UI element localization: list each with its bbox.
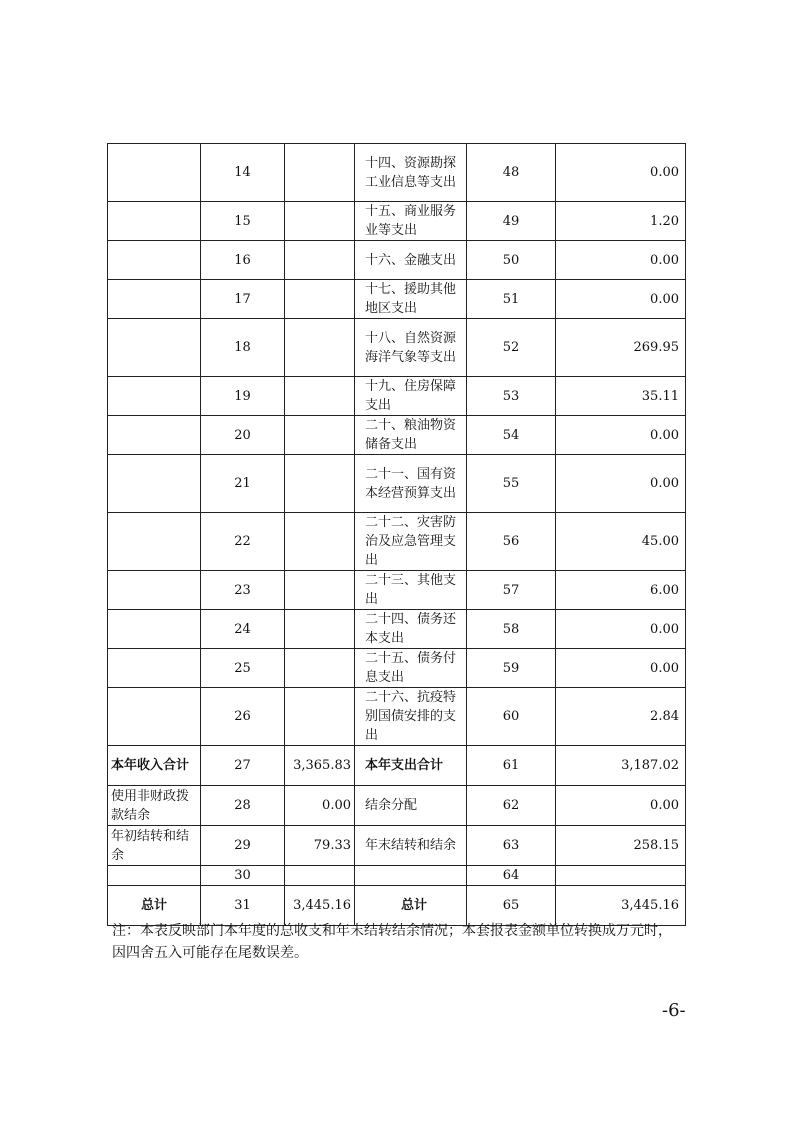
cell-c2: 17 (201, 280, 285, 319)
cell-c4: 二十一、国有资本经营预算支出 (355, 455, 467, 513)
table-row (108, 319, 686, 377)
cell-c4: 年末结转和结余 (355, 826, 467, 866)
cell-c3 (285, 202, 355, 241)
cell-c6: 258.15 (556, 826, 686, 866)
cell-c5: 55 (467, 455, 556, 513)
cell-c4: 二十、粮油物资储备支出 (355, 416, 467, 455)
cell-c2: 18 (201, 319, 285, 377)
cell-c6: 0.00 (556, 280, 686, 319)
table-row (108, 241, 686, 280)
cell-c1 (108, 377, 201, 416)
table-row (108, 571, 686, 610)
cell-c3 (285, 280, 355, 319)
cell-c6: 3,445.16 (556, 886, 686, 926)
cell-c3 (285, 241, 355, 280)
cell-c5: 58 (467, 610, 556, 649)
cell-c5: 52 (467, 319, 556, 377)
table-row (108, 866, 686, 886)
cell-c3 (285, 377, 355, 416)
cell-c3 (285, 688, 355, 746)
cell-c5: 56 (467, 513, 556, 571)
table-row (108, 688, 686, 746)
cell-c6: 35.11 (556, 377, 686, 416)
cell-c6: 0.00 (556, 610, 686, 649)
cell-c4: 结余分配 (355, 786, 467, 826)
cell-c1: 年初结转和结余 (108, 826, 201, 866)
cell-c4 (355, 866, 467, 886)
cell-c5: 64 (467, 866, 556, 886)
cell-c1: 本年收入合计 (108, 746, 201, 786)
cell-c1 (108, 280, 201, 319)
cell-c1: 总计 (108, 886, 201, 926)
cell-c2: 20 (201, 416, 285, 455)
cell-c1 (108, 866, 201, 886)
cell-c2: 21 (201, 455, 285, 513)
cell-c4: 十四、资源勘探工业信息等支出 (355, 144, 467, 202)
cell-c1 (108, 319, 201, 377)
cell-c3 (285, 455, 355, 513)
cell-c5: 50 (467, 241, 556, 280)
cell-c4: 二十五、债务付息支出 (355, 649, 467, 688)
budget-table (107, 143, 686, 926)
table-row (108, 377, 686, 416)
cell-c4: 二十二、灾害防治及应急管理支出 (355, 513, 467, 571)
cell-c5: 54 (467, 416, 556, 455)
cell-c6: 3,187.02 (556, 746, 686, 786)
cell-c3: 79.33 (285, 826, 355, 866)
cell-c3 (285, 571, 355, 610)
cell-c2: 29 (201, 826, 285, 866)
cell-c1 (108, 202, 201, 241)
cell-c2: 16 (201, 241, 285, 280)
cell-c5: 61 (467, 746, 556, 786)
table-row (108, 610, 686, 649)
cell-c4: 十六、金融支出 (355, 241, 467, 280)
cell-c4: 十九、住房保障支出 (355, 377, 467, 416)
cell-c2: 23 (201, 571, 285, 610)
budget-table-body (108, 144, 686, 926)
cell-c6: 6.00 (556, 571, 686, 610)
cell-c3 (285, 416, 355, 455)
cell-c1 (108, 513, 201, 571)
cell-c5: 48 (467, 144, 556, 202)
cell-c5: 59 (467, 649, 556, 688)
cell-c6: 0.00 (556, 416, 686, 455)
cell-c2: 22 (201, 513, 285, 571)
cell-c4: 二十六、抗疫特别国债安排的支出 (355, 688, 467, 746)
cell-c3 (285, 610, 355, 649)
cell-c2: 31 (201, 886, 285, 926)
cell-c1 (108, 416, 201, 455)
table-row (108, 786, 686, 826)
table-row (108, 202, 686, 241)
table-row (108, 746, 686, 786)
cell-c1 (108, 688, 201, 746)
cell-c1 (108, 649, 201, 688)
table-note: 注：本表反映部门本年度的总收支和年末结转结余情况；本套报表金额单位转换成万元时，因四舍五入可能存在尾数误差。 (112, 923, 672, 961)
cell-c4: 十八、自然资源海洋气象等支出 (355, 319, 467, 377)
cell-c2: 25 (201, 649, 285, 688)
table-row (108, 455, 686, 513)
cell-c2: 28 (201, 786, 285, 826)
cell-c4: 二十四、债务还本支出 (355, 610, 467, 649)
cell-c3 (285, 513, 355, 571)
cell-c2: 19 (201, 377, 285, 416)
cell-c2: 14 (201, 144, 285, 202)
cell-c6: 1.20 (556, 202, 686, 241)
cell-c4: 二十三、其他支出 (355, 571, 467, 610)
table-row (108, 280, 686, 319)
cell-c4: 本年支出合计 (355, 746, 467, 786)
cell-c6: 0.00 (556, 786, 686, 826)
cell-c2: 30 (201, 866, 285, 886)
cell-c3: 3,365.83 (285, 746, 355, 786)
cell-c6: 0.00 (556, 144, 686, 202)
cell-c6: 2.84 (556, 688, 686, 746)
cell-c2: 24 (201, 610, 285, 649)
cell-c5: 60 (467, 688, 556, 746)
cell-c5: 57 (467, 571, 556, 610)
cell-c4: 十五、商业服务业等支出 (355, 202, 467, 241)
cell-c4: 十七、援助其他地区支出 (355, 280, 467, 319)
cell-c5: 51 (467, 280, 556, 319)
cell-c1: 使用非财政拨款结余 (108, 786, 201, 826)
cell-c5: 62 (467, 786, 556, 826)
table-row (108, 513, 686, 571)
cell-c3 (285, 319, 355, 377)
cell-c2: 26 (201, 688, 285, 746)
page-number: -6- (662, 1000, 686, 1021)
cell-c5: 65 (467, 886, 556, 926)
cell-c1 (108, 455, 201, 513)
cell-c3 (285, 866, 355, 886)
cell-c2: 15 (201, 202, 285, 241)
cell-c6: 0.00 (556, 241, 686, 280)
cell-c5: 53 (467, 377, 556, 416)
cell-c1 (108, 571, 201, 610)
cell-c1 (108, 241, 201, 280)
cell-c2: 27 (201, 746, 285, 786)
table-row (108, 826, 686, 866)
cell-c6: 45.00 (556, 513, 686, 571)
cell-c1 (108, 144, 201, 202)
cell-c6: 0.00 (556, 455, 686, 513)
cell-c6: 269.95 (556, 319, 686, 377)
table-row (108, 649, 686, 688)
cell-c6: 0.00 (556, 649, 686, 688)
cell-c1 (108, 610, 201, 649)
cell-c5: 49 (467, 202, 556, 241)
cell-c4: 总计 (355, 886, 467, 926)
cell-c3 (285, 649, 355, 688)
cell-c3: 3,445.16 (285, 886, 355, 926)
cell-c5: 63 (467, 826, 556, 866)
cell-c6 (556, 866, 686, 886)
cell-c3: 0.00 (285, 786, 355, 826)
cell-c3 (285, 144, 355, 202)
table-row (108, 416, 686, 455)
table-row (108, 144, 686, 202)
